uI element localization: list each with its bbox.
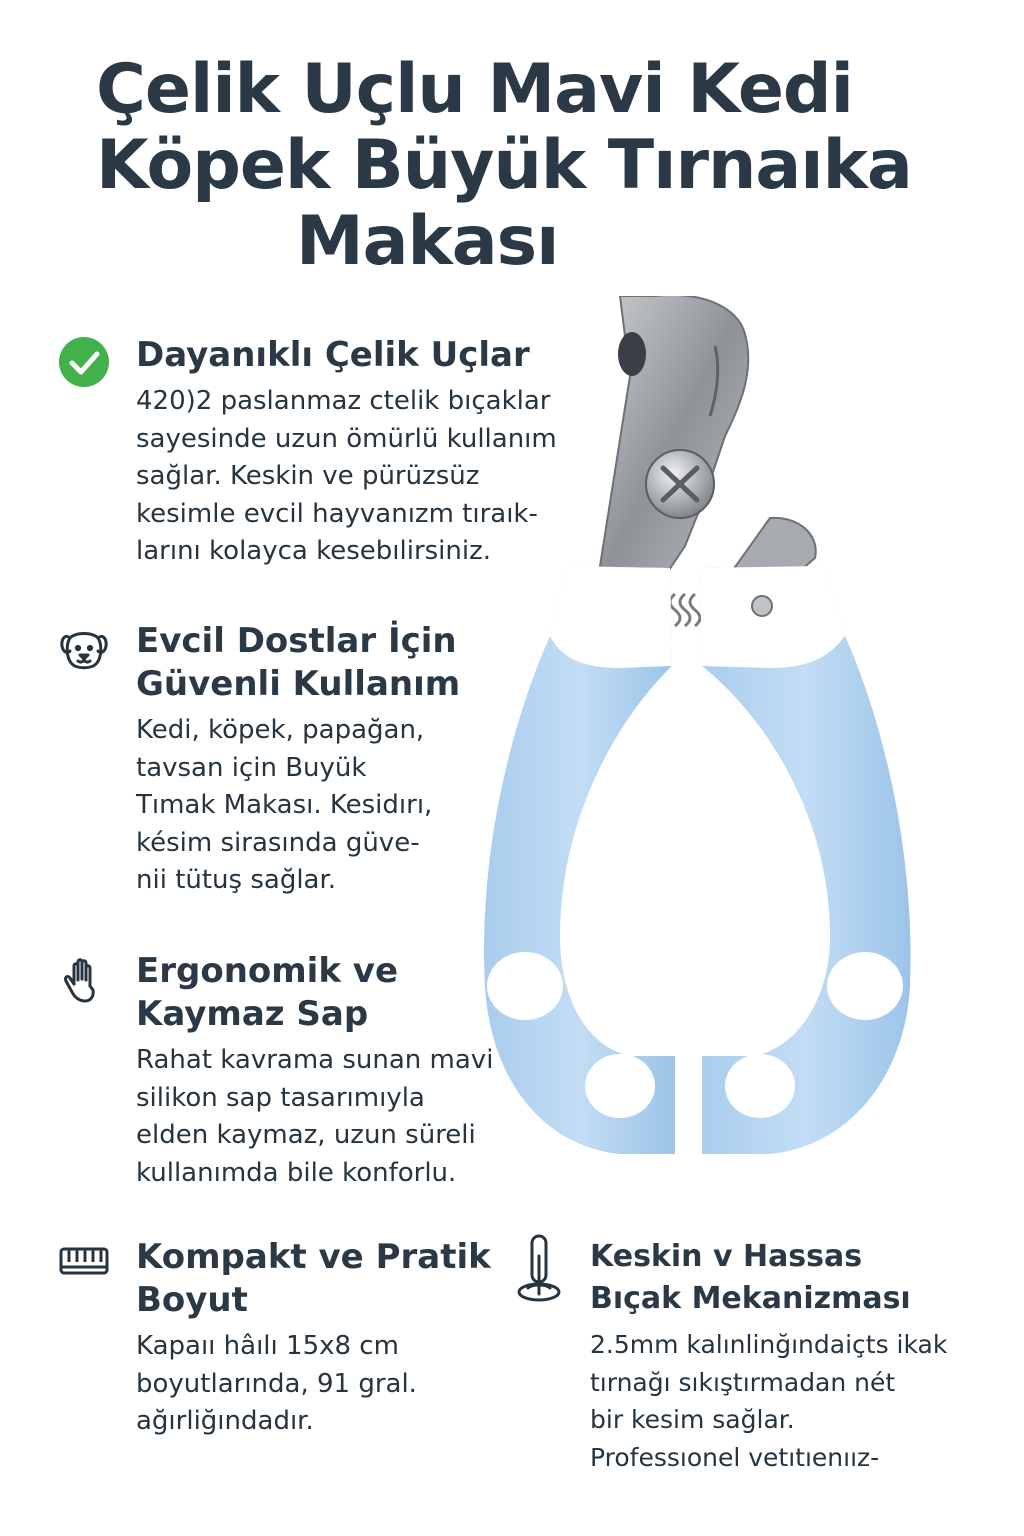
- feature-text: [136, 1328, 491, 1441]
- feature-text-line: elden kaymaz, uzun süreli: [136, 1120, 476, 1150]
- feature-compact-size: [58, 1236, 491, 1441]
- feature-title-line: Keskin v Hassas: [590, 1239, 863, 1274]
- feature-title-line: Kaymaz Sap: [136, 994, 369, 1034]
- feature-text-line: kullanımda bile konforlu.: [136, 1157, 457, 1188]
- steel-blades: [600, 296, 816, 581]
- feature-title-line: Güvenli Kullanım: [136, 664, 461, 704]
- feature-sharp-blade: [514, 1236, 947, 1476]
- right-handle: [700, 566, 911, 1154]
- feature-ergonomic-handle: [58, 950, 493, 1192]
- feature-text: [136, 1042, 493, 1192]
- feature-text-line: kesimle evcil hayvanızm tıraık-: [136, 498, 538, 529]
- feature-title-line: Dayanıklı Çelik Uçlar: [136, 335, 530, 375]
- feature-text-line: Professıonel vetıtıenıız-: [590, 1442, 880, 1472]
- page-title: [96, 52, 956, 280]
- feature-text: [590, 1326, 947, 1476]
- feature-text-line: tavsan için Buyük: [136, 752, 367, 783]
- dog-face-icon: [58, 624, 110, 676]
- feature-text-line: bir kesim sağlar.: [590, 1405, 795, 1434]
- feature-text-line: silikon sap tasarımıyla: [136, 1082, 425, 1113]
- feature-text: [136, 712, 460, 900]
- feature-title-line: Bıçak Mekanizması: [590, 1281, 911, 1316]
- left-handle: [484, 566, 675, 1154]
- blade-icon: [514, 1232, 566, 1308]
- feature-title: [136, 950, 493, 1036]
- feature-text-line: Rahat kavrama sunan mavi: [136, 1045, 494, 1075]
- feature-title: [136, 620, 460, 706]
- feature-text-line: Tımak Makası. Kesidırı,: [136, 790, 433, 820]
- feature-text-line: boyutlarında, 91 gral.: [136, 1368, 417, 1399]
- feature-text-line: Kedi, köpek, papağan,: [136, 715, 425, 745]
- feature-text-line: larını kolayca kesebılirsiniz.: [136, 536, 492, 566]
- feature-text-line: ağırliğındadır.: [136, 1406, 314, 1436]
- feature-title-line: Boyut: [136, 1280, 248, 1320]
- feature-safe-use: [58, 620, 460, 900]
- feature-title: [136, 1236, 491, 1322]
- feature-title-line: Ergonomik ve: [136, 951, 399, 991]
- feature-text-line: 2.5mm kalınlinğındaiçts ikak: [590, 1330, 948, 1359]
- hand-icon: [58, 954, 110, 1006]
- pet-nail-clipper-image: [470, 296, 920, 1156]
- feature-text-line: tırnağı sıkıştırmadan nét: [590, 1367, 896, 1397]
- check-circle-icon: [58, 336, 110, 388]
- title-line-1: Çelik Uçlu Mavi Kedi: [96, 50, 853, 129]
- feature-title-line: Evcil Dostlar İçin: [136, 621, 457, 661]
- feature-title-line: Kompakt ve Pratik: [136, 1237, 491, 1277]
- feature-text-line: sayesinde uzun ömürlü kullanım: [136, 423, 557, 454]
- feature-text-line: 420)2 paslanmaz ctelik bıçaklar: [136, 386, 551, 416]
- feature-text-line: Kapaıı hâılı 15x8 cm: [136, 1331, 399, 1361]
- feature-title: [590, 1236, 947, 1320]
- ruler-icon: [58, 1236, 110, 1288]
- title-line-2: Köpek Büyük Tırnaıka: [96, 126, 912, 205]
- feature-text-line: sağlar. Keskin ve pürüzsüz: [136, 461, 480, 491]
- feature-text-line: késim sirasında güve-: [136, 827, 420, 858]
- title-line-3: Makası: [296, 202, 559, 281]
- pivot-bolt: [646, 450, 714, 518]
- feature-text-line: nii tütuş sağlar.: [136, 865, 337, 895]
- spring: [670, 594, 700, 626]
